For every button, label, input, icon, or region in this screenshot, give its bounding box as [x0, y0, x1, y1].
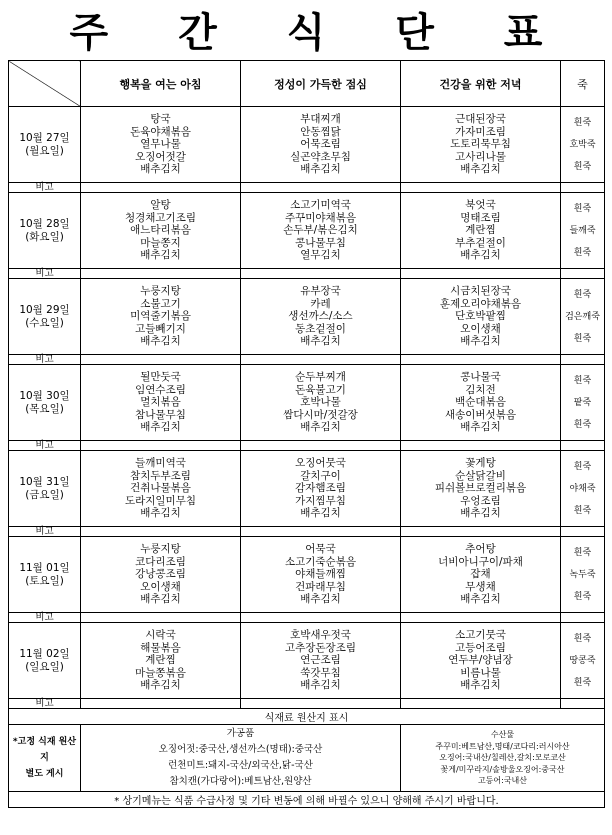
menu-item: 배추김치 [300, 335, 341, 348]
menu-item: 탕국 [150, 113, 171, 126]
menu-item: 배추김치 [460, 249, 501, 262]
menu-item: 해물볶음 [140, 641, 181, 654]
remarks-cell [561, 699, 605, 709]
dinner-cell [401, 537, 561, 613]
menu-item: 가지찜무침 [295, 494, 346, 507]
menu-item: 주꾸미야채볶음 [284, 211, 356, 224]
date-label: 10월 31일 [19, 475, 70, 488]
weekday-label: (금요일) [25, 488, 64, 501]
porridge-item: 흰죽 [573, 505, 592, 516]
date-cell [9, 193, 81, 269]
menu-item: 야채들깨찜 [295, 568, 346, 581]
day-row [9, 451, 605, 527]
menu-item: 오이생채 [140, 580, 181, 593]
seafood-line: 오징어:국내산/칠레산,갈치:모로코산 [439, 753, 566, 763]
seafood-origin [401, 725, 605, 792]
header-lunch: 정성이 가득한 점심 [241, 61, 401, 107]
menu-item: 너비아니구이/파채 [438, 555, 523, 568]
menu-item: 배추김치 [300, 679, 341, 692]
porridge-cell [561, 107, 605, 183]
menu-item: 누룽지탕 [140, 543, 181, 556]
porridge-item: 팥죽 [573, 397, 592, 408]
menu-item: 고사리나물 [455, 150, 506, 163]
menu-item: 부대찌개 [300, 113, 341, 126]
weekday-label: (월요일) [25, 144, 64, 157]
remarks-cell [81, 355, 241, 365]
breakfast-cell [81, 365, 241, 441]
menu-item: 새송이버섯볶음 [444, 408, 516, 421]
menu-item: 오징어뭇국 [295, 457, 346, 470]
origin-row [9, 725, 605, 792]
date-cell [9, 537, 81, 613]
lunch-cell [241, 451, 401, 527]
remarks-row [9, 269, 605, 279]
menu-item: 연두부/양념장 [448, 654, 513, 667]
menu-item: 호박나물 [300, 396, 341, 409]
menu-item: 참치두부조림 [130, 469, 191, 482]
menu-item: 멸치볶음 [140, 396, 181, 409]
porridge-item: 흰죽 [573, 333, 592, 344]
remarks-label: 비고 [9, 355, 81, 365]
porridge-item: 녹두죽 [569, 569, 596, 580]
porridge-item: 흰죽 [573, 677, 592, 688]
seafood-line: 고등어:국내산 [477, 776, 528, 786]
porridge-item: 땅콩죽 [569, 655, 596, 666]
remarks-row [9, 183, 605, 193]
remarks-row [9, 527, 605, 537]
menu-item: 배추김치 [460, 335, 501, 348]
breakfast-cell [81, 193, 241, 269]
menu-item: 시락국 [145, 629, 176, 642]
porridge-item: 흰죽 [573, 547, 592, 558]
menu-item: 어묵조림 [300, 138, 341, 151]
date-label: 11월 02일 [19, 647, 70, 660]
menu-item: 소불고기 [140, 297, 181, 310]
menu-item: 명태조림 [460, 211, 501, 224]
menu-item: 소고기죽순볶음 [284, 555, 356, 568]
fixed-origin-label: *고정 식재 원산지 [12, 737, 77, 763]
page-title: 주 간 식 단 표 [69, 9, 571, 56]
remarks-cell [561, 183, 605, 193]
menu-item: 소고기미역국 [290, 199, 351, 212]
day-row [9, 537, 605, 613]
porridge-item: 흰죽 [573, 419, 592, 430]
menu-item: 강낭콩조림 [135, 568, 186, 581]
origin-title: 식재료 원산지 표시 [9, 709, 605, 725]
menu-item: 고들빼기지 [135, 322, 186, 335]
menu-item: 손두부/볶은김치 [283, 224, 358, 237]
header-breakfast: 행복을 여는 아침 [81, 61, 241, 107]
remarks-cell [241, 183, 401, 193]
menu-item: 실곤약초무침 [290, 150, 351, 163]
date-label: 11월 01일 [19, 561, 70, 574]
menu-item: 감자햄조림 [295, 482, 346, 495]
porridge-item: 흰죽 [573, 117, 592, 128]
menu-item: 쌈다시마/젓갈장 [283, 408, 358, 421]
remarks-cell [241, 527, 401, 537]
date-label: 10월 30일 [19, 389, 70, 402]
porridge-item: 흰죽 [573, 375, 592, 386]
lunch-cell [241, 365, 401, 441]
menu-item: 단호박팥찜 [455, 310, 506, 323]
menu-item: 순두부찌개 [295, 371, 346, 384]
remarks-cell [81, 613, 241, 623]
menu-item: 배추김치 [300, 421, 341, 434]
weekday-label: (수요일) [25, 316, 64, 329]
processed-line: 런천미트:돼지-국산/외국산,닭-국산 [168, 760, 313, 771]
remarks-cell [561, 355, 605, 365]
menu-item: 누룽지탕 [140, 285, 181, 298]
remarks-cell [401, 699, 561, 709]
menu-item: 마늘쫑볶음 [135, 666, 186, 679]
remarks-label: 비고 [9, 441, 81, 451]
menu-item: 배추김치 [140, 593, 181, 606]
date-cell [9, 279, 81, 355]
breakfast-cell [81, 537, 241, 613]
lunch-cell [241, 279, 401, 355]
date-cell [9, 107, 81, 183]
porridge-cell [561, 537, 605, 613]
menu-item: 애느타리볶음 [130, 224, 191, 237]
porridge-item: 흰죽 [573, 461, 592, 472]
dinner-cell [401, 279, 561, 355]
porridge-item: 흰죽 [573, 591, 592, 602]
breakfast-cell [81, 279, 241, 355]
menu-item: 배추김치 [140, 507, 181, 520]
remarks-cell [401, 269, 561, 279]
menu-item: 배추김치 [460, 421, 501, 434]
footer-note: * 상기메뉴는 식품 수급사정 및 기타 변동에 의해 바뀔수 있으니 양해해 주시기 바랍니다. [9, 792, 605, 808]
menu-item: 꽃게탕 [465, 457, 496, 470]
menu-item: 백순대볶음 [455, 396, 506, 409]
menu-item: 계란찜 [145, 654, 176, 667]
menu-item: 오징어젓갈 [135, 150, 186, 163]
header-dinner: 건강을 위한 저녁 [401, 61, 561, 107]
menu-item: 배추김치 [460, 163, 501, 176]
menu-item: 배추김치 [140, 163, 181, 176]
porridge-item: 흰죽 [573, 633, 592, 644]
remarks-cell [81, 441, 241, 451]
menu-item: 훈제오리야채볶음 [439, 297, 522, 310]
menu-item: 배추김치 [300, 593, 341, 606]
remarks-cell [241, 613, 401, 623]
remarks-cell [561, 527, 605, 537]
menu-item: 배추김치 [460, 507, 501, 520]
weekday-label: (목요일) [25, 402, 64, 415]
processed-heading: 가공품 [226, 728, 255, 739]
dinner-cell [401, 365, 561, 441]
menu-item: 오이생채 [460, 322, 501, 335]
date-cell [9, 365, 81, 441]
origin-fixed-note [9, 725, 81, 792]
corner-cell [9, 61, 81, 107]
date-cell [9, 451, 81, 527]
remarks-cell [401, 441, 561, 451]
porridge-cell [561, 451, 605, 527]
header-row [9, 61, 605, 107]
menu-item: 순살닭갈비 [455, 469, 506, 482]
menu-item: 배추김치 [140, 421, 181, 434]
processed-line: 오징어젓:중국산,생선까스(명태):중국산 [158, 744, 323, 755]
menu-item: 추어탕 [465, 543, 496, 556]
menu-item: 카레 [310, 297, 331, 310]
remarks-label: 비고 [9, 527, 81, 537]
day-row [9, 623, 605, 699]
remarks-cell [81, 269, 241, 279]
menu-item: 고등어조림 [455, 641, 506, 654]
remarks-row [9, 613, 605, 623]
weekday-label: (일요일) [25, 660, 64, 673]
menu-item: 배추김치 [300, 507, 341, 520]
porridge-cell [561, 365, 605, 441]
menu-item: 계란찜 [465, 224, 496, 237]
remarks-label: 비고 [9, 183, 81, 193]
menu-item: 무생채 [465, 580, 496, 593]
remarks-label: 비고 [9, 613, 81, 623]
date-label: 10월 28일 [19, 217, 70, 230]
remarks-cell [401, 355, 561, 365]
porridge-item: 흰죽 [573, 203, 592, 214]
menu-item: 배추김치 [460, 593, 501, 606]
menu-item: 북엇국 [465, 199, 496, 212]
remarks-cell [241, 355, 401, 365]
menu-item: 김치전 [465, 383, 496, 396]
lunch-cell [241, 107, 401, 183]
porridge-cell [561, 193, 605, 269]
remarks-row [9, 355, 605, 365]
menu-item: 돈육야채볶음 [130, 125, 191, 138]
seafood-line: 주꾸미:베트남산,명태/코다리:러시아산 [435, 741, 570, 751]
fixed-origin-label-2: 별도 게시 [25, 769, 64, 779]
remarks-row [9, 699, 605, 709]
dinner-cell [401, 107, 561, 183]
menu-item: 근대된장국 [455, 113, 506, 126]
menu-item: 참나물무침 [135, 408, 186, 421]
weekday-label: (화요일) [25, 230, 64, 243]
menu-item: 배추김치 [460, 679, 501, 692]
menu-item: 피쉬볼브로컬리볶음 [434, 482, 527, 495]
lunch-cell [241, 537, 401, 613]
remarks-label: 비고 [9, 269, 81, 279]
breakfast-cell [81, 623, 241, 699]
menu-item: 도토리묵무침 [450, 138, 511, 151]
porridge-item: 검은깨죽 [565, 311, 600, 322]
date-label: 10월 29일 [19, 303, 70, 316]
porridge-item: 흰죽 [573, 247, 592, 258]
menu-item: 배추김치 [300, 163, 341, 176]
menu-item: 배추김치 [140, 249, 181, 262]
menu-item: 쑥갓무침 [300, 666, 341, 679]
day-row [9, 365, 605, 441]
menu-item: 연근조림 [300, 654, 341, 667]
dinner-cell [401, 451, 561, 527]
date-cell [9, 623, 81, 699]
menu-item: 동초겉절이 [295, 322, 346, 335]
lunch-cell [241, 623, 401, 699]
menu-item: 가자미조림 [455, 125, 506, 138]
header-porridge: 죽 [561, 61, 605, 107]
menu-item: 열무김치 [300, 249, 341, 262]
processed-line: 참치캔(가다랑어):베트남산,원양산 [169, 776, 312, 787]
porridge-item: 흰죽 [573, 289, 592, 300]
menu-item: 될만둣국 [140, 371, 181, 384]
menu-item: 돈육불고기 [295, 383, 346, 396]
lunch-cell [241, 193, 401, 269]
porridge-item: 야채죽 [569, 483, 596, 494]
footer-note-row [9, 792, 605, 808]
menu-item: 잡채 [470, 568, 491, 581]
remarks-cell [81, 527, 241, 537]
remarks-cell [81, 699, 241, 709]
day-row [9, 193, 605, 269]
remarks-cell [561, 269, 605, 279]
remarks-cell [401, 183, 561, 193]
menu-item: 콩나물국 [460, 371, 501, 384]
menu-item: 안동찜닭 [300, 125, 341, 138]
seafood-line: 꽃게/미꾸라지/솔방울오징어:중국산 [440, 764, 565, 774]
remarks-cell [241, 269, 401, 279]
origin-title-row [9, 709, 605, 725]
breakfast-cell [81, 107, 241, 183]
remarks-cell [561, 613, 605, 623]
menu-item: 청경채고기조림 [124, 211, 196, 224]
day-row [9, 107, 605, 183]
date-label: 10월 27일 [19, 131, 70, 144]
weekday-label: (토요일) [25, 574, 64, 587]
menu-item: 콩나물무침 [295, 236, 346, 249]
menu-item: 임연수조림 [135, 383, 186, 396]
remarks-cell [241, 699, 401, 709]
remarks-cell [561, 441, 605, 451]
menu-item: 유부장국 [300, 285, 341, 298]
porridge-item: 호박죽 [569, 139, 596, 150]
menu-item: 배추김치 [140, 335, 181, 348]
menu-item: 알탕 [150, 199, 171, 212]
menu-item: 비름나물 [460, 666, 501, 679]
remarks-cell [81, 183, 241, 193]
dinner-cell [401, 623, 561, 699]
dinner-cell [401, 193, 561, 269]
weekly-menu-table [8, 60, 605, 808]
processed-origin [81, 725, 401, 792]
remarks-label: 비고 [9, 699, 81, 709]
menu-item: 고추장돈장조림 [284, 641, 356, 654]
menu-item: 소고기뭇국 [455, 629, 506, 642]
menu-item: 도라지일미무침 [124, 494, 196, 507]
menu-item: 건취나물볶음 [130, 482, 191, 495]
menu-item: 호박새우젓국 [290, 629, 351, 642]
menu-item: 마늘쫑지 [140, 236, 181, 249]
porridge-item: 들깨죽 [569, 225, 596, 236]
remarks-cell [241, 441, 401, 451]
breakfast-cell [81, 451, 241, 527]
menu-item: 코다리조림 [135, 555, 186, 568]
menu-item: 열무나물 [140, 138, 181, 151]
remarks-row [9, 441, 605, 451]
menu-item: 어묵국 [305, 543, 336, 556]
menu-item: 부추겉절이 [455, 236, 506, 249]
menu-item: 갈치구이 [300, 469, 341, 482]
remarks-cell [401, 527, 561, 537]
menu-item: 미역줄기볶음 [130, 310, 191, 323]
menu-item: 우엉조림 [460, 494, 501, 507]
day-row [9, 279, 605, 355]
menu-item: 배추김치 [140, 679, 181, 692]
porridge-cell [561, 279, 605, 355]
remarks-cell [401, 613, 561, 623]
porridge-item: 흰죽 [573, 161, 592, 172]
porridge-cell [561, 623, 605, 699]
menu-item: 시금치된장국 [450, 285, 511, 298]
seafood-heading: 수산물 [490, 730, 515, 740]
menu-item: 생선까스/소스 [288, 310, 353, 323]
menu-item: 건파래무침 [295, 580, 346, 593]
menu-item: 들깨미역국 [135, 457, 186, 470]
